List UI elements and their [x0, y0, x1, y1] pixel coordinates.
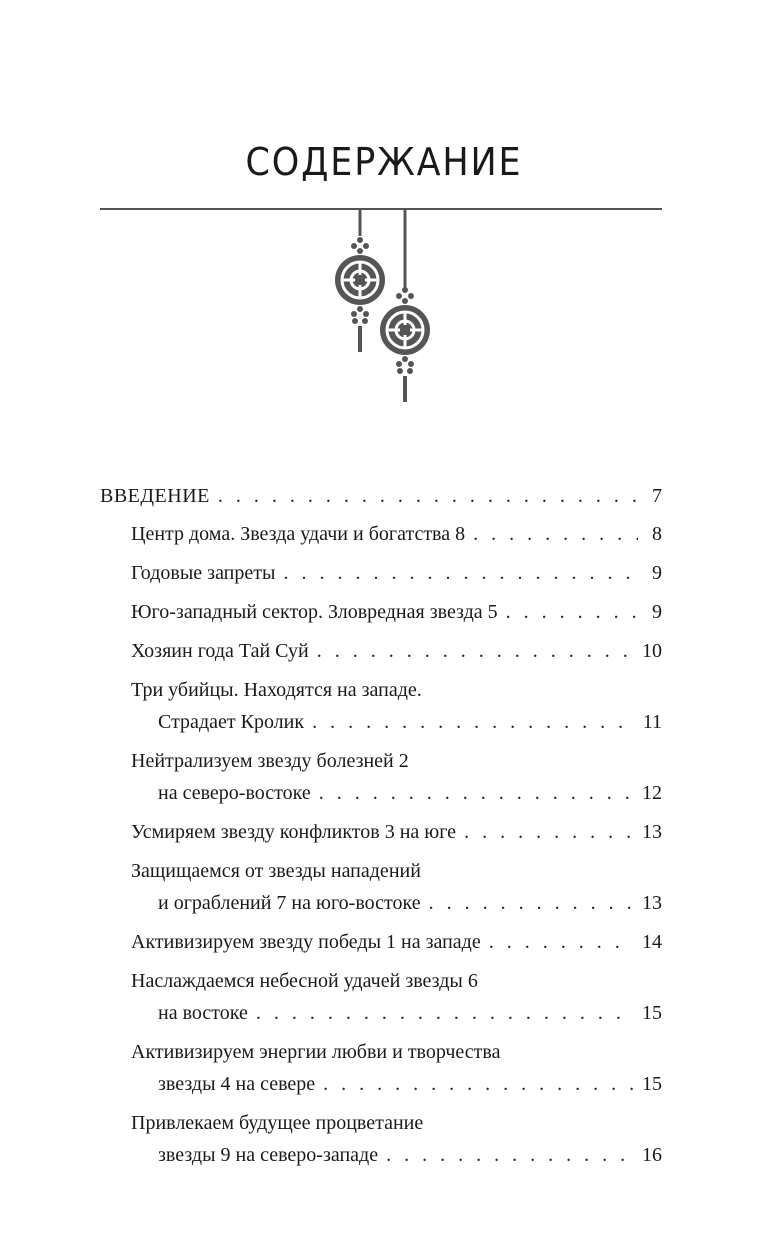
toc-page-number: 9 [652, 601, 662, 623]
dot-leader [429, 887, 634, 919]
toc-entry-label: Страдает Кролик [158, 711, 305, 733]
dot-leader [489, 926, 634, 958]
toc-entry[interactable] [100, 855, 662, 919]
toc-entry-label: Наслаждаемся небесной удачей звезды 6 [131, 970, 478, 992]
page-title: СОДЕРЖАНИЕ [245, 140, 523, 184]
toc-page-number: 7 [652, 485, 662, 507]
toc-entry-label: и ограблений 7 на юго-востоке [158, 892, 421, 914]
toc-page-number: 15 [642, 1073, 662, 1095]
toc-entry-label: звезды 9 на северо-западе [158, 1144, 379, 1166]
toc-entry-label: на северо-востоке [158, 782, 311, 804]
toc-entry-intro[interactable] [100, 480, 662, 512]
toc-entry[interactable] [100, 1107, 662, 1171]
toc-entry[interactable] [100, 926, 662, 958]
toc-entry-label: Защищаемся от звезды нападений [131, 860, 421, 882]
toc-page-number: 14 [642, 931, 662, 953]
toc-entry-label: Активизируем звезду победы 1 на западе [131, 931, 481, 953]
toc-page-number: 11 [642, 711, 662, 733]
dot-leader [464, 816, 634, 848]
dot-leader [312, 706, 635, 738]
toc-page-number: 10 [642, 640, 662, 662]
toc-entry-label: Центр дома. Звезда удачи и богатства 8 [131, 523, 466, 545]
toc-entry-label: Активизируем энергии любви и творчества [131, 1041, 501, 1063]
toc-entry[interactable] [100, 1036, 662, 1100]
dot-leader [473, 518, 638, 550]
toc-entry-label: на востоке [158, 1002, 248, 1024]
toc-page-number: 15 [642, 1002, 662, 1024]
dot-leader [256, 997, 634, 1029]
toc-entry[interactable] [100, 635, 662, 667]
toc-entry-label: Хозяин года Тай Суй [131, 640, 309, 662]
toc-entry[interactable] [100, 965, 662, 1029]
toc-page-number: 13 [642, 892, 662, 914]
dot-leader [386, 1139, 634, 1171]
toc-entry-label: Привлекаем будущее процветание [131, 1112, 424, 1134]
dot-leader [323, 1068, 634, 1100]
toc-entry[interactable] [100, 518, 662, 550]
toc-entry[interactable] [100, 816, 662, 848]
dot-leader [317, 635, 634, 667]
toc-page-number: 9 [652, 562, 662, 584]
dot-leader [319, 777, 634, 809]
toc-entry-label: ВВЕДЕНИЕ [100, 485, 210, 507]
toc-entry-label: Три убийцы. Находятся на западе. [131, 679, 422, 701]
toc-page-number: 13 [642, 821, 662, 843]
dot-leader [283, 557, 638, 589]
toc-entry[interactable] [100, 557, 662, 589]
toc-entry-label: звезды 4 на севере [158, 1073, 316, 1095]
dot-leader [218, 480, 638, 512]
toc-page-number: 8 [652, 523, 662, 545]
table-of-contents [100, 480, 662, 1178]
toc-entry[interactable] [100, 674, 662, 738]
chinese-lanterns-icon [100, 208, 662, 408]
toc-entry-label: Годовые запреты [131, 562, 276, 584]
toc-entry[interactable] [100, 745, 662, 809]
toc-entry-label: Нейтрализуем звезду болезней 2 [131, 750, 409, 772]
dot-leader [506, 596, 638, 628]
toc-entry-label: Усмиряем звезду конфликтов 3 на юге [131, 821, 457, 843]
toc-entry[interactable] [100, 596, 662, 628]
toc-page-number: 12 [642, 782, 662, 804]
toc-entry-label: Юго-западный сектор. Зловредная звезда 5 [131, 601, 498, 623]
toc-page-number: 16 [642, 1144, 662, 1166]
